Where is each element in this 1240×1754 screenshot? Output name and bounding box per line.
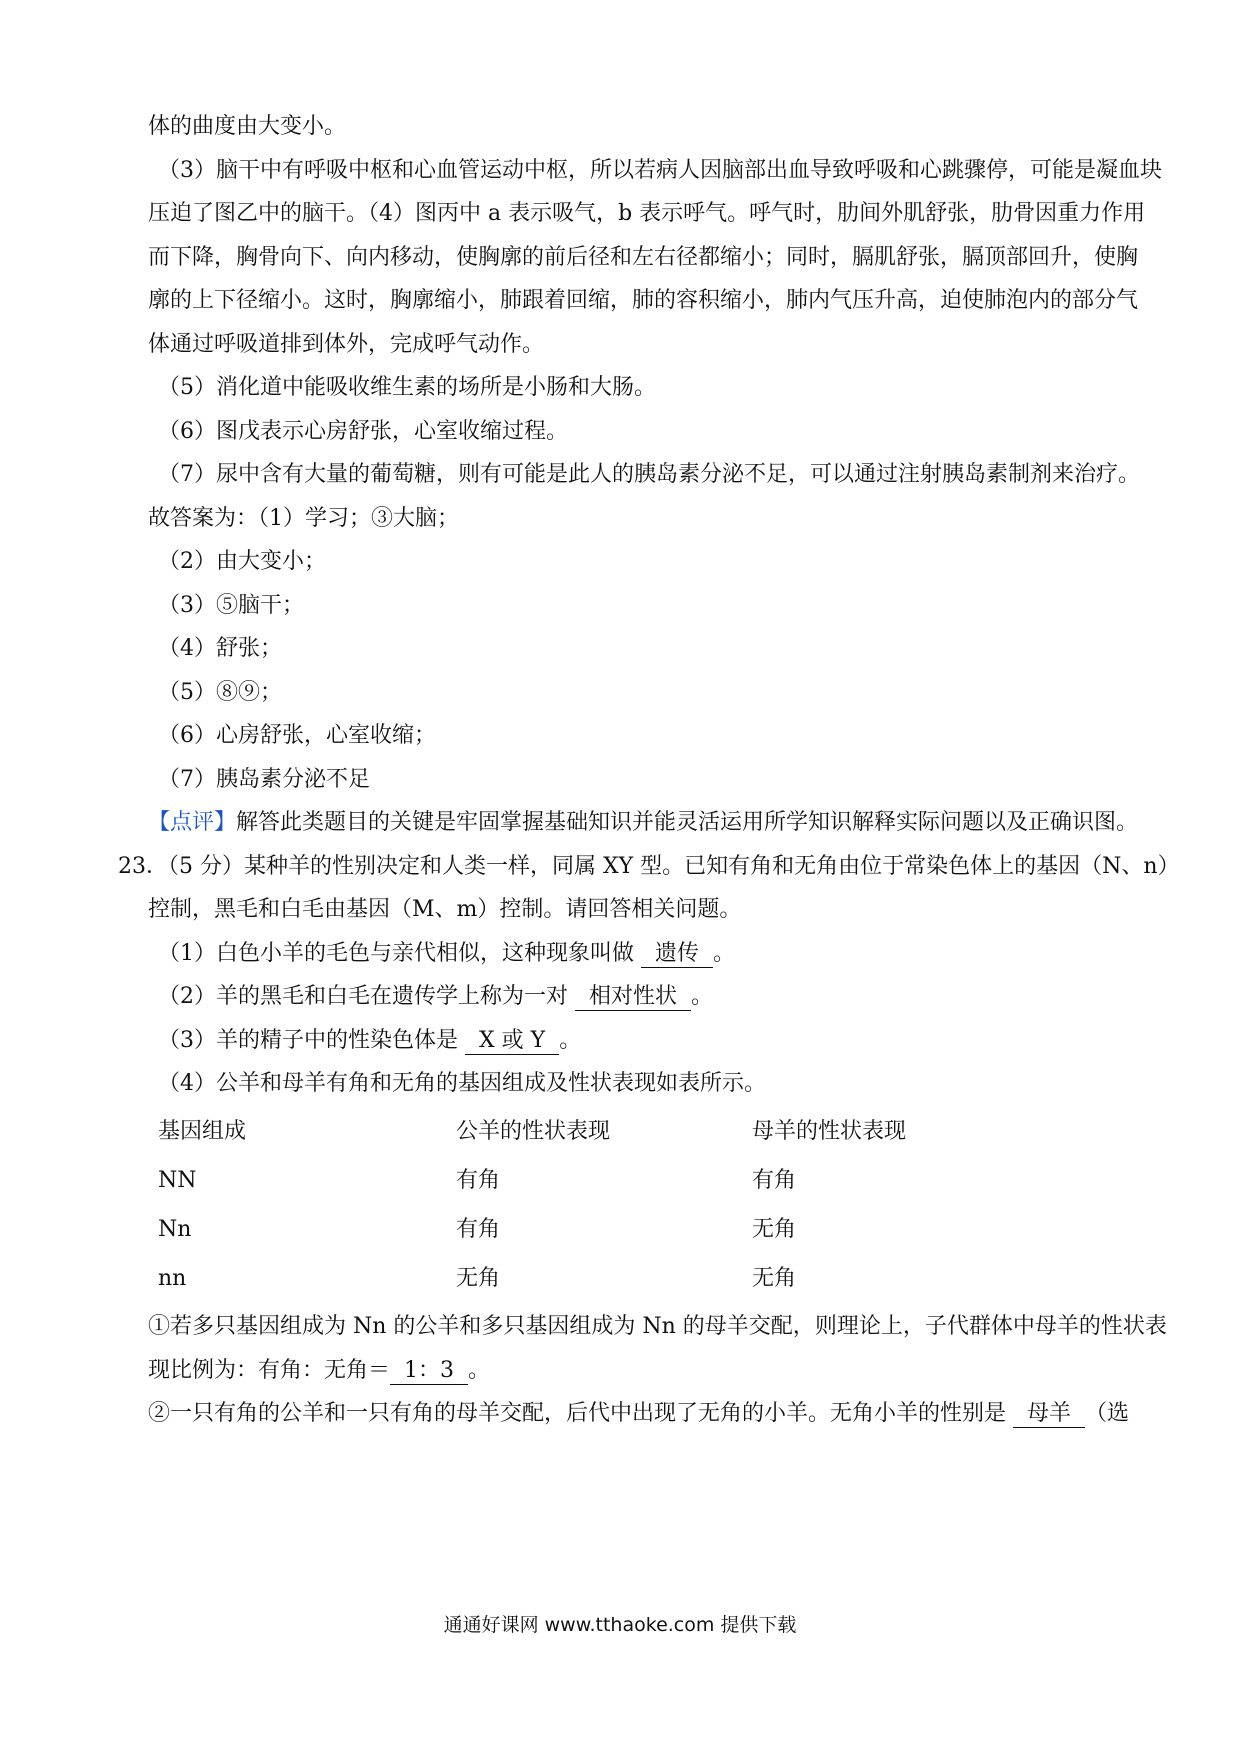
- table-cell: 有角: [752, 1168, 797, 1193]
- answer-blank: 遗传: [641, 941, 713, 968]
- question-23-part-3: [158, 1026, 1148, 1056]
- text-line: 体的曲度由大变小。: [148, 114, 347, 139]
- answer-blank: 1：3: [390, 1358, 468, 1385]
- sub-question-1-cont: [148, 1356, 1138, 1386]
- table-cell: 无角: [752, 1217, 797, 1242]
- table-cell: 无角: [752, 1266, 797, 1291]
- part-text: 。: [468, 1358, 491, 1383]
- part-text: 。: [691, 984, 714, 1009]
- part-text: （2）羊的黑毛和白毛在遗传学上称为一对: [158, 984, 575, 1009]
- question-23-part-4: （4）公羊和母羊有角和无角的基因组成及性状表现如表所示。: [158, 1071, 766, 1096]
- page-footer: 通通好课网 www.tthaoke.com 提供下载: [443, 1614, 797, 1636]
- table-cell: nn: [158, 1266, 187, 1291]
- table-cell: NN: [158, 1168, 197, 1193]
- text-line: （3）⑤脑干；: [158, 593, 304, 618]
- part-text: （1）白色小羊的毛色与亲代相似，这种现象叫做: [158, 941, 641, 966]
- answer-blank: 母羊: [1013, 1401, 1085, 1428]
- part-text: 。: [713, 941, 736, 966]
- text-line: （2）由大变小；: [158, 549, 326, 574]
- sub-question-2: [148, 1399, 1138, 1429]
- table-cell: 无角: [456, 1266, 501, 1291]
- part-text: ②一只有角的公羊和一只有角的母羊交配，后代中出现了无角的小羊。无角小羊的性别是: [148, 1401, 1013, 1426]
- question-23-stem: 23．（5 分）某种羊的性别决定和人类一样，同属 XY 型。已知有角和无角由位于常染色体上的基因（N、n）: [118, 854, 1180, 879]
- table-cell: 有角: [456, 1217, 501, 1242]
- table-header: 公羊的性状表现: [456, 1119, 611, 1144]
- table-header: 基因组成: [158, 1119, 247, 1144]
- part-text: 现比例为：有角：无角＝: [148, 1358, 391, 1383]
- table-header: 母羊的性状表现: [752, 1119, 907, 1144]
- text-line: （6）图戊表示心房舒张，心室收缩过程。: [158, 419, 568, 444]
- question-23-part-2: [158, 982, 1148, 1012]
- table-cell: Nn: [158, 1217, 192, 1242]
- text-line: （5）消化道中能吸收维生素的场所是小肠和大肠。: [158, 375, 656, 400]
- part-text: 。: [559, 1028, 582, 1053]
- answer-blank: X 或 Y: [465, 1028, 559, 1055]
- comment-line: [148, 808, 1138, 838]
- text-line: （3）脑干中有呼吸中枢和心血管运动中枢，所以若病人因脑部出血导致呼吸和心跳骤停，可能是凝血块: [158, 158, 1163, 183]
- answer-summary: 故答案为：（1）学习；③大脑；: [148, 506, 459, 531]
- text-line: （5）⑧⑨；: [158, 680, 282, 705]
- comment-text: 解答此类题目的关键是牢固掌握基础知识并能灵活运用所学知识解释实际问题以及正确识图。: [236, 810, 1139, 835]
- question-23-part-1: [158, 939, 1148, 969]
- answer-blank: 相对性状: [575, 984, 691, 1011]
- sub-question-1: ①若多只基因组成为 Nn 的公羊和多只基因组成为 Nn 的母羊交配，则理论上，子代群体中母羊的性状表: [148, 1314, 1167, 1339]
- text-line: （6）心房舒张，心室收缩；: [158, 723, 436, 748]
- table-cell: 有角: [456, 1168, 501, 1193]
- part-text: （选: [1085, 1401, 1130, 1426]
- text-line: （4）舒张；: [158, 636, 282, 661]
- part-text: （3）羊的精子中的性染色体是: [158, 1028, 465, 1053]
- text-line: （7）胰岛素分泌不足: [158, 767, 370, 792]
- text-line: 廓的上下径缩小。这时，胸廓缩小，肺跟着回缩，肺的容积缩小，肺内气压升高，迫使肺泡内的部分气: [148, 288, 1139, 313]
- comment-tag: 【点评】: [148, 810, 237, 835]
- question-23-stem-cont: 控制，黑毛和白毛由基因（M、m）控制。请回答相关问题。: [148, 897, 742, 922]
- text-line: 压迫了图乙中的脑干。（4）图丙中 a 表示吸气，b 表示呼气。呼气时，肋间外肌舒张，肋骨因重力作用: [148, 201, 1146, 226]
- text-line: 体通过呼吸道排到体外，完成呼气动作。: [148, 332, 545, 357]
- text-line: （7）尿中含有大量的葡萄糖，则有可能是此人的胰岛素分泌不足，可以通过注射胰岛素制剂来治疗。: [158, 462, 1141, 487]
- text-line: 而下降，胸骨向下、向内移动，使胸廓的前后径和左右径都缩小；同时，膈肌舒张，膈顶部回升，使胸: [148, 245, 1139, 270]
